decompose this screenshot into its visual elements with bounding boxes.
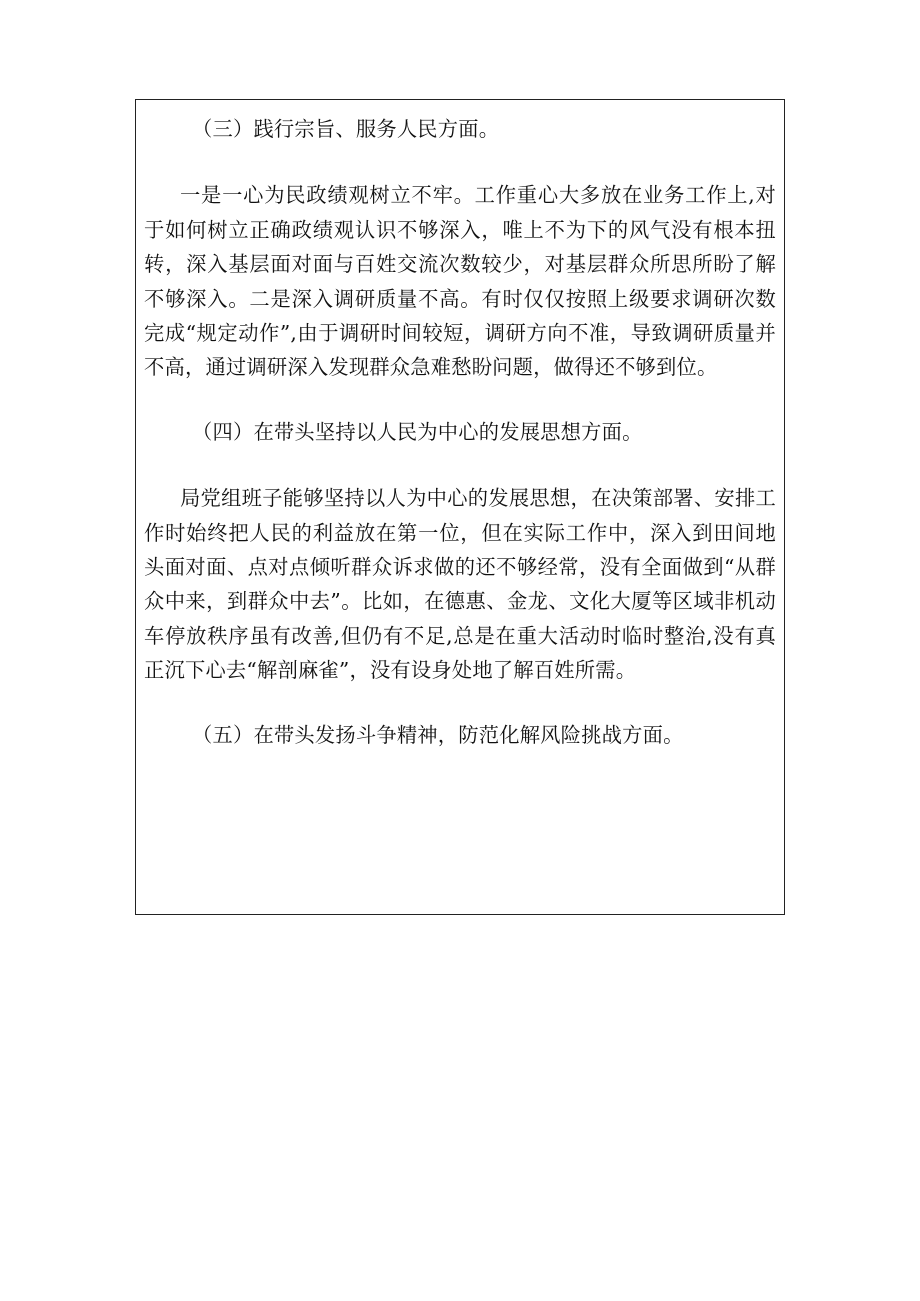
section-body-4: 局党组班子能够坚持以人为中心的发展思想，在决策部署、安排工作时始终把人民的利益放在第一位，但在实际工作中，深入到田间地头面对面、点对点倾听群众诉求做的还不够经常，没有全面做到“从群众中来，到群众中去”。比如，在德惠、金龙、文化大厦等区域非机动车停放秩序虽有改善,但仍有不足,总是在重大活动时临时整治,没有真正沉下心去“解剖麻雀”，没有设身处地了解百姓所需。 xyxy=(144,486,776,683)
document-body xyxy=(144,112,776,752)
section-heading-3: （三）践行宗旨、服务人民方面。 xyxy=(192,117,500,141)
section-heading-4: （四）在带头坚持以人民为中心的发展思想方面。 xyxy=(192,419,643,444)
section-body-3: 一是一心为民政绩观树立不牢。工作重心大多放在业务工作上,对于如何树立正确政绩观认识不够深入，唯上不为下的风气没有根本扭转，深入基层面对面与百姓交流次数较少，对基层群众所思所盼了解不够深入。二是深入调研质量不高。有时仅仅按照上级要求调研次数完成“规定动作”,由于调研时间较短，调研方向不准，导致调研质量并不高，通过调研深入发现群众急难愁盼问题，做得还不够到位。 xyxy=(144,183,776,380)
section-heading-5: （五）在带头发扬斗争精神，防范化解风险挑战方面。 xyxy=(192,722,684,747)
document-table-cell xyxy=(135,99,785,915)
